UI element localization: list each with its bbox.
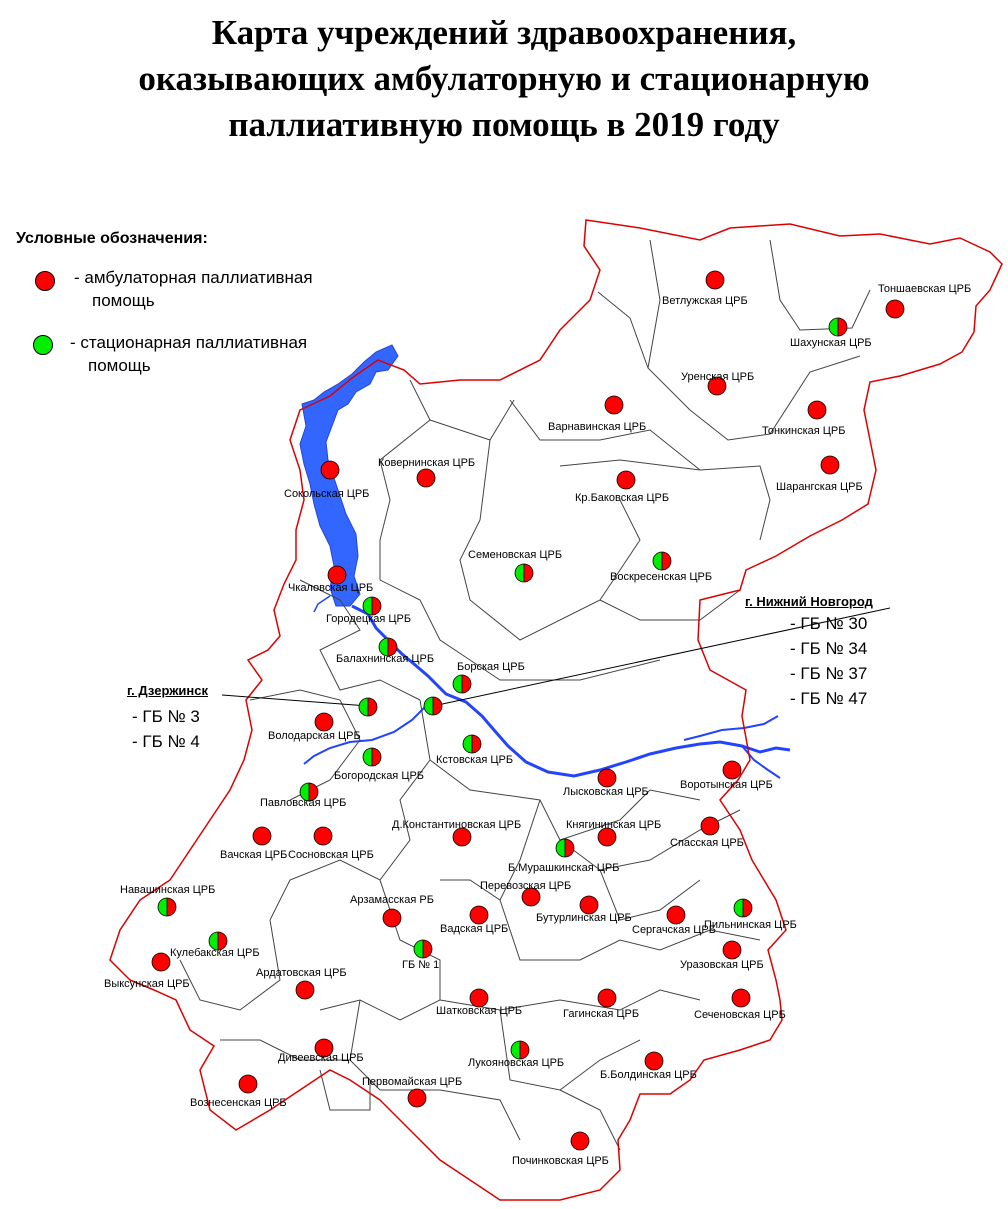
dzerzhinsk-connector [222, 695, 368, 706]
facility-label: Дивеевская ЦРБ [278, 1052, 364, 1064]
outpatient-marker [645, 1052, 663, 1070]
outpatient-marker [605, 396, 623, 414]
facility-label: Гагинская ЦРБ [563, 1008, 640, 1020]
outpatient-marker [598, 989, 616, 1007]
facility-label: Бутурлинская ЦРБ [536, 912, 632, 924]
inpatient-half [414, 940, 423, 958]
outpatient-half [368, 698, 377, 716]
facility-label: Чкаловская ЦРБ [288, 582, 374, 594]
facility-label: Уренская ЦРБ [681, 371, 755, 383]
outpatient-marker [470, 906, 488, 924]
facility-label: Б.Мурашкинская ЦРБ [508, 862, 620, 874]
facility-label: Воскресенская ЦРБ [610, 571, 713, 583]
outpatient-half [743, 899, 752, 917]
facility-label: Кстовская ЦРБ [436, 754, 514, 766]
inpatient-half [653, 552, 662, 570]
inpatient-half [515, 564, 524, 582]
facility-label: Первомайская ЦРБ [362, 1076, 463, 1088]
facility-marker [170, 932, 260, 959]
inpatient-half [734, 899, 743, 917]
facility-marker [359, 698, 377, 716]
outpatient-marker [315, 713, 333, 731]
facility-label: Павловская ЦРБ [260, 797, 347, 809]
facility-marker [575, 471, 669, 504]
facility-marker [378, 457, 475, 487]
facility-marker [563, 769, 649, 798]
dzerzhinsk-hospitals [132, 704, 200, 754]
title-line-3: паллиативную помощь в 2019 году [228, 105, 780, 144]
outpatient-marker [732, 989, 750, 1007]
outpatient-marker [314, 827, 332, 845]
facility-label: Пильнинская ЦРБ [704, 919, 797, 931]
facility-marker [670, 817, 744, 849]
facility-marker [336, 638, 434, 665]
outpatient-marker [723, 761, 741, 779]
facility-marker [436, 989, 522, 1017]
facility-marker [878, 283, 971, 318]
inpatient-half [463, 735, 472, 753]
facility-label: Выксунская ЦРБ [104, 978, 190, 990]
outpatient-marker [321, 461, 339, 479]
gorky-reservoir [300, 345, 398, 606]
facility-label: Воротынская ЦРБ [680, 779, 773, 791]
dzerzhinsk-title: г. Дзержинск [127, 683, 209, 698]
outpatient-half [472, 735, 481, 753]
facility-label: ГБ № 1 [402, 959, 440, 971]
facility-marker [662, 271, 748, 307]
facility-label: Борская ЦРБ [457, 661, 525, 673]
title-line-1: Карта учреждений здравоохранения, [211, 13, 797, 52]
inpatient-half [829, 318, 838, 336]
facility-marker [220, 827, 287, 861]
facility-label: Володарская ЦРБ [268, 730, 361, 742]
facility-marker [536, 896, 632, 924]
facility-marker [468, 1041, 564, 1069]
outpatient-marker [821, 456, 839, 474]
volga-river [352, 606, 790, 776]
outpatient-marker [723, 941, 741, 959]
facility-label: Арзамасская РБ [350, 894, 434, 906]
inpatient-half [424, 697, 433, 715]
outpatient-marker [808, 401, 826, 419]
outpatient-half [372, 748, 381, 766]
facility-label: Кулебакская ЦРБ [170, 947, 260, 959]
outpatient-half [662, 552, 671, 570]
facility-marker [120, 884, 215, 916]
facility-label: Княгининская ЦРБ [566, 819, 662, 831]
facility-marker [350, 894, 434, 927]
facility-label: Варнавинская ЦРБ [548, 421, 647, 433]
facility-label: Тоншаевская ЦРБ [878, 283, 972, 295]
outpatient-marker [598, 769, 616, 787]
facility-marker [288, 827, 374, 861]
facility-marker [704, 899, 797, 931]
outpatient-marker [617, 471, 635, 489]
facility-marker [190, 1075, 287, 1109]
facility-label: Вачская ЦРБ [220, 849, 288, 861]
legend-inpatient-dot [33, 335, 53, 355]
facility-label: Ковернинская ЦРБ [378, 457, 476, 469]
facility-label: Городецкая ЦРБ [326, 613, 412, 625]
facility-label: Уразовская ЦРБ [680, 959, 764, 971]
outpatient-half [462, 675, 471, 693]
nizhny-hospital-47: - ГБ № 47 [790, 689, 868, 708]
dzerzhinsk-hospital-4: - ГБ № 4 [132, 732, 200, 751]
facility-label: Навашинская ЦРБ [120, 884, 216, 896]
facility-label: Богородская ЦРБ [334, 770, 425, 782]
facility-label: Ветлужская ЦРБ [662, 295, 748, 307]
inpatient-half [453, 675, 462, 693]
inpatient-half [363, 748, 372, 766]
facility-label: Сокольская ЦРБ [284, 488, 370, 500]
facility-layer [104, 271, 971, 1167]
facility-label: Спасская ЦРБ [670, 837, 744, 849]
nizhny-hospitals [790, 611, 867, 711]
outpatient-half [565, 839, 574, 857]
facility-marker [790, 318, 872, 349]
legend-outpatient-dot [35, 271, 55, 291]
facility-marker [680, 941, 764, 971]
legend-outpatient-label [74, 266, 313, 312]
facility-marker [392, 819, 521, 846]
legend-inpatient-label [70, 331, 307, 377]
facility-label: Лукояновская ЦРБ [468, 1057, 565, 1069]
facility-marker [694, 989, 786, 1021]
facility-marker [566, 819, 661, 846]
inpatient-half [359, 698, 368, 716]
legend-inpatient-line2: помощь [88, 356, 151, 375]
outpatient-marker [706, 271, 724, 289]
facility-marker [681, 371, 754, 395]
facility-label: Сосновская ЦРБ [288, 849, 374, 861]
outpatient-marker [417, 469, 435, 487]
facility-label: Шарангская ЦРБ [776, 481, 863, 493]
facility-marker [268, 713, 361, 742]
facility-marker [424, 697, 442, 715]
outpatient-marker [408, 1089, 426, 1107]
facility-label: Ардатовская ЦРБ [256, 967, 347, 979]
facility-label: Шахунская ЦРБ [790, 337, 872, 349]
nizhny-title: г. Нижний Новгород [745, 594, 873, 609]
facility-label: Семеновская ЦРБ [468, 549, 563, 561]
outpatient-half [167, 898, 176, 916]
facility-marker [440, 906, 508, 935]
facility-marker [610, 552, 712, 583]
facility-marker [256, 967, 347, 999]
title-line-2: оказывающих амбулаторную и стационарную [138, 59, 870, 98]
nizhny-hospital-34: - ГБ № 34 [790, 639, 868, 658]
facility-marker [680, 761, 773, 791]
zavolzhye-channel [314, 596, 330, 612]
facility-label: Вадская ЦРБ [440, 923, 509, 935]
legend-outpatient-line2: помощь [92, 291, 155, 310]
dzerzhinsk-hospital-3: - ГБ № 3 [132, 707, 200, 726]
facility-marker [334, 748, 424, 782]
outpatient-marker [667, 906, 685, 924]
legend-inpatient-line1: - стационарная паллиативная [70, 333, 308, 352]
outpatient-marker [239, 1075, 257, 1093]
facility-marker [260, 783, 346, 809]
facility-marker [278, 1039, 364, 1064]
nizhny-hospital-30: - ГБ № 30 [790, 614, 868, 633]
outpatient-marker [152, 953, 170, 971]
facility-label: Лысковская ЦРБ [563, 786, 649, 798]
facility-label: Д.Константиновская ЦРБ [392, 819, 522, 831]
legend-heading: Условные обозначения: [16, 230, 208, 247]
facility-label: Шатковская ЦРБ [436, 1005, 523, 1017]
facility-label: Кр.Баковская ЦРБ [575, 492, 670, 504]
facility-label: Сеченовская ЦРБ [694, 1009, 786, 1021]
facility-marker [480, 880, 571, 906]
outpatient-half [524, 564, 533, 582]
facility-label: Б.Болдинская ЦРБ [600, 1069, 697, 1081]
facility-marker [512, 1132, 609, 1167]
outpatient-marker [383, 909, 401, 927]
outpatient-marker [886, 300, 904, 318]
inpatient-half [158, 898, 167, 916]
facility-marker [402, 940, 439, 971]
legend-outpatient-line1: - амбулаторная паллиативная [74, 268, 313, 287]
outpatient-marker [701, 817, 719, 835]
facility-marker [548, 396, 646, 433]
facility-marker [600, 1052, 697, 1081]
outpatient-marker [296, 981, 314, 999]
facility-label: Перевозская ЦРБ [480, 880, 572, 892]
facility-label: Сергачская ЦРБ [632, 924, 716, 936]
facility-label: Тонкинская ЦРБ [762, 425, 846, 437]
facility-marker [563, 989, 639, 1020]
facility-marker [762, 401, 845, 437]
outpatient-marker [253, 827, 271, 845]
nizhny-hospital-37: - ГБ № 37 [790, 664, 868, 683]
outpatient-half [433, 697, 442, 715]
facility-marker [468, 549, 562, 582]
facility-label: Починковская ЦРБ [512, 1155, 609, 1167]
outpatient-marker [571, 1132, 589, 1150]
outpatient-half [838, 318, 847, 336]
facility-label: Вознесенская ЦРБ [190, 1097, 287, 1109]
facility-label: Балахнинская ЦРБ [336, 653, 435, 665]
inpatient-half [556, 839, 565, 857]
facility-marker [776, 456, 863, 493]
